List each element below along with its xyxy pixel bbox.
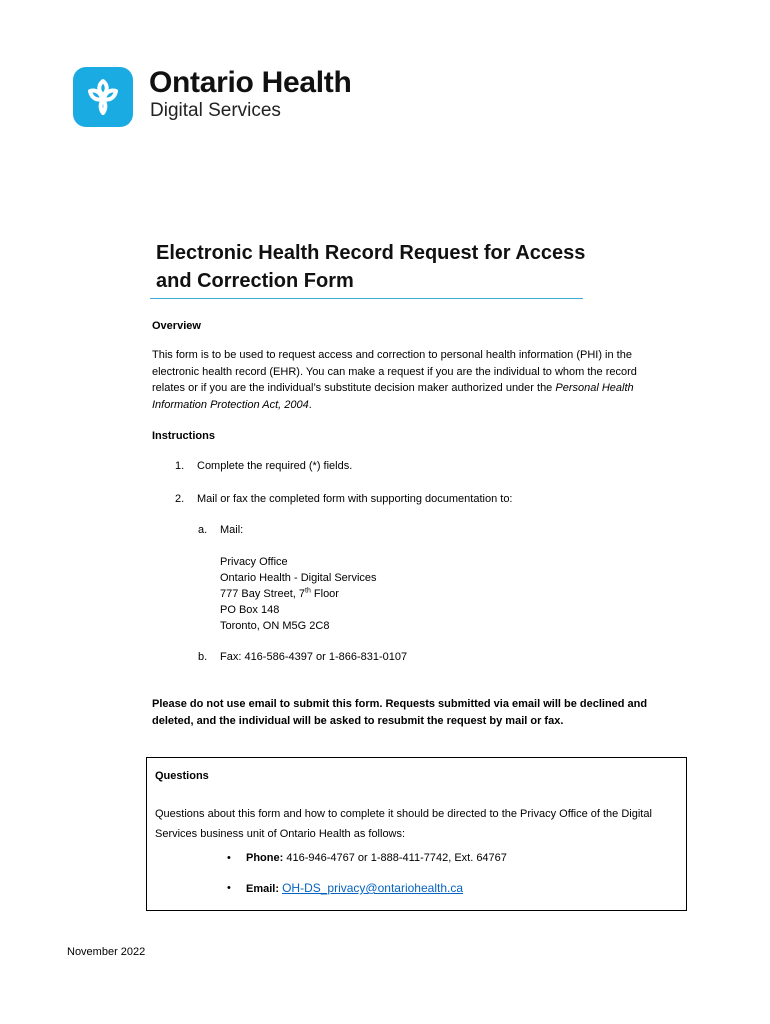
brand-subtitle: Digital Services — [150, 100, 281, 121]
title-divider — [150, 298, 583, 299]
address-line: Toronto, ON M5G 2C8 — [220, 620, 330, 632]
address-line — [220, 586, 377, 602]
footer-date: November 2022 — [67, 946, 146, 958]
mail-label: Mail: — [220, 524, 244, 536]
address-line: Privacy Office — [220, 556, 288, 568]
step-number: 1. — [175, 460, 185, 472]
email-label: Email: — [246, 883, 280, 895]
address-line: PO Box 148 — [220, 604, 280, 616]
fax-number: Fax: 416-586-4397 or 1-866-831-0107 — [220, 651, 408, 663]
sub-step-letter: a. — [198, 524, 208, 536]
step-number: 2. — [175, 493, 185, 505]
questions-heading: Questions — [155, 770, 209, 782]
overview-paragraph — [152, 347, 672, 413]
ontario-trillium-icon — [81, 75, 125, 119]
step-text: Complete the required (*) fields. — [197, 460, 353, 472]
brand-name: Ontario Health — [149, 66, 352, 99]
overview-text: This form is to be used to request access and correction to personal health information (PHI) in the electronic health record (EHR). You can make a request if you are the individual to whom the record relates or if you are the individual’s substitute decision maker authorized under the — [152, 349, 637, 394]
step-text: Mail or fax the completed form with supporting documentation to: — [197, 493, 513, 505]
bullet-icon: • — [227, 882, 231, 894]
address-street: 777 Bay Street, 7 — [220, 588, 305, 600]
ontario-health-logo — [73, 67, 133, 127]
email-link[interactable]: OH-DS_privacy@ontariohealth.ca — [282, 881, 464, 895]
address-line: Ontario Health - Digital Services — [220, 572, 377, 584]
act-name: Personal Health Information Protection Act, 2004 — [152, 382, 634, 411]
sub-step-letter: b. — [198, 651, 208, 663]
phone-label: Phone: — [246, 852, 284, 864]
instructions-heading: Instructions — [152, 430, 215, 442]
document-title: Electronic Health Record Request for Access and Correction Form — [156, 242, 586, 292]
overview-end: . — [308, 398, 312, 411]
email-contact — [246, 880, 463, 898]
mailing-address — [220, 554, 377, 634]
bullet-icon: • — [227, 852, 231, 864]
email-warning: Please do not use email to submit this form. Requests submitted via email will be declined and deleted, and the individual will be asked to resubmit the request by mail or fax. — [152, 698, 648, 727]
phone-value: 416-946-4767 or 1-888-411-7742, Ext. 64767 — [283, 852, 507, 864]
overview-heading: Overview — [152, 320, 201, 332]
ordinal-suffix: th — [305, 587, 311, 595]
phone-contact — [246, 850, 507, 867]
address-floor: Floor — [310, 588, 339, 600]
questions-text: Questions about this form and how to complete it should be directed to the Privacy Office of the Digital Services business unit of Ontario Health as follows: — [155, 808, 652, 840]
